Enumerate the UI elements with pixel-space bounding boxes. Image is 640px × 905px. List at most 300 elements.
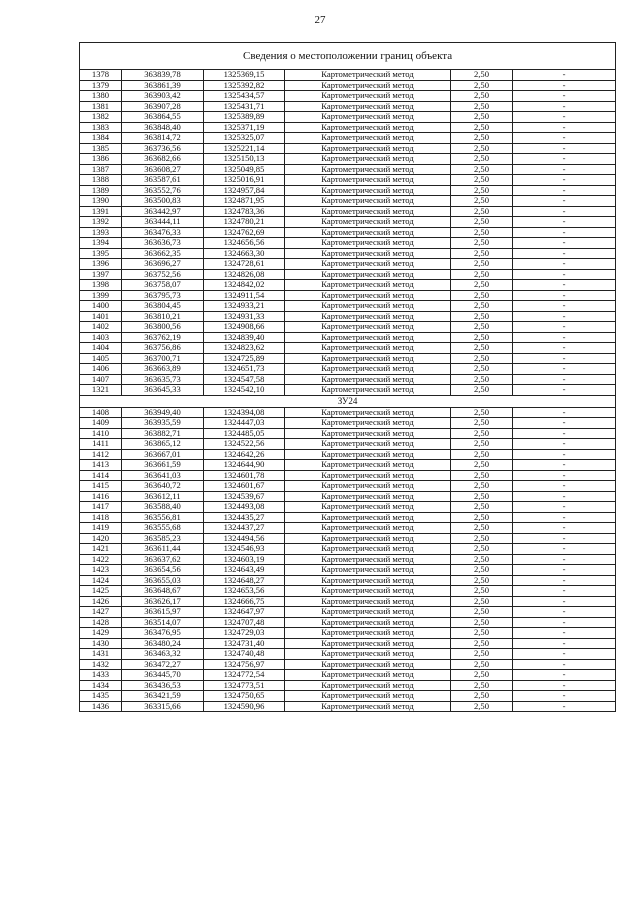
- point-number: 1429: [80, 628, 122, 639]
- table-title: Сведения о местоположении границ объекта: [80, 43, 616, 70]
- coordinate-y: 1324435,27: [204, 512, 285, 523]
- coordinate-x: 363661,59: [122, 460, 204, 471]
- coordinate-x: 363795,73: [122, 290, 204, 301]
- coordinate-y: 1324826,08: [204, 269, 285, 280]
- coordinate-y: 1324728,61: [204, 259, 285, 270]
- description-cell: -: [513, 596, 616, 607]
- description-cell: -: [513, 617, 616, 628]
- accuracy-cell: 2,50: [451, 196, 513, 207]
- accuracy-cell: 2,50: [451, 439, 513, 450]
- table-row: [80, 301, 616, 312]
- coordinate-y: 1324653,56: [204, 586, 285, 597]
- coordinate-x: 363663,89: [122, 364, 204, 375]
- coordinate-y: 1324957,84: [204, 185, 285, 196]
- coordinate-x: 363640,72: [122, 481, 204, 492]
- accuracy-cell: 2,50: [451, 259, 513, 270]
- table-row: [80, 596, 616, 607]
- table-row: [80, 617, 616, 628]
- point-number: 1410: [80, 428, 122, 439]
- coordinate-x: 363864,55: [122, 112, 204, 123]
- method-cell: Картометрический метод: [285, 617, 451, 628]
- coordinate-x: 363662,35: [122, 248, 204, 259]
- coordinate-x: 363861,39: [122, 80, 204, 91]
- point-number: 1378: [80, 70, 122, 81]
- point-number: 1430: [80, 638, 122, 649]
- description-cell: -: [513, 112, 616, 123]
- coordinate-x: 363882,71: [122, 428, 204, 439]
- description-cell: -: [513, 680, 616, 691]
- point-number: 1388: [80, 175, 122, 186]
- coordinate-y: 1324780,21: [204, 217, 285, 228]
- table-row: [80, 374, 616, 385]
- coordinate-y: 1324666,75: [204, 596, 285, 607]
- table-row: [80, 206, 616, 217]
- table-row: [80, 481, 616, 492]
- table-row: [80, 143, 616, 154]
- table-row: [80, 353, 616, 364]
- table-row: [80, 112, 616, 123]
- description-cell: -: [513, 691, 616, 702]
- point-number: 1417: [80, 502, 122, 513]
- accuracy-cell: 2,50: [451, 217, 513, 228]
- table-row: [80, 701, 616, 712]
- coordinate-y: 1324601,67: [204, 481, 285, 492]
- coordinate-x: 363636,73: [122, 238, 204, 249]
- accuracy-cell: 2,50: [451, 70, 513, 81]
- point-number: 1380: [80, 91, 122, 102]
- table-row: [80, 175, 616, 186]
- description-cell: -: [513, 343, 616, 354]
- coordinate-x: 363463,32: [122, 649, 204, 660]
- point-number: 1436: [80, 701, 122, 712]
- method-cell: Картометрический метод: [285, 607, 451, 618]
- table-row: [80, 460, 616, 471]
- description-cell: -: [513, 502, 616, 513]
- method-cell: Картометрический метод: [285, 680, 451, 691]
- point-number: 1409: [80, 418, 122, 429]
- table-row: [80, 332, 616, 343]
- accuracy-cell: 2,50: [451, 554, 513, 565]
- method-cell: Картометрический метод: [285, 439, 451, 450]
- accuracy-cell: 2,50: [451, 248, 513, 259]
- method-cell: Картометрический метод: [285, 691, 451, 702]
- table-row: [80, 628, 616, 639]
- description-cell: -: [513, 523, 616, 534]
- description-cell: -: [513, 512, 616, 523]
- method-cell: Картометрический метод: [285, 122, 451, 133]
- table-row: [80, 280, 616, 291]
- description-cell: -: [513, 418, 616, 429]
- coordinate-x: 363612,11: [122, 491, 204, 502]
- description-cell: -: [513, 670, 616, 681]
- description-cell: -: [513, 649, 616, 660]
- coordinate-y: 1325431,71: [204, 101, 285, 112]
- description-cell: -: [513, 227, 616, 238]
- coordinate-x: 363626,17: [122, 596, 204, 607]
- table-row: [80, 691, 616, 702]
- table-row: [80, 502, 616, 513]
- accuracy-cell: 2,50: [451, 628, 513, 639]
- point-number: 1386: [80, 154, 122, 165]
- coordinate-x: 363654,56: [122, 565, 204, 576]
- accuracy-cell: 2,50: [451, 164, 513, 175]
- description-cell: -: [513, 248, 616, 259]
- method-cell: Картометрический метод: [285, 670, 451, 681]
- coordinate-x: 363865,12: [122, 439, 204, 450]
- coordinate-y: 1324823,62: [204, 343, 285, 354]
- point-number: 1408: [80, 407, 122, 418]
- accuracy-cell: 2,50: [451, 502, 513, 513]
- table-row: [80, 544, 616, 555]
- coordinate-x: 363436,53: [122, 680, 204, 691]
- coordinate-y: 1324437,27: [204, 523, 285, 534]
- description-cell: -: [513, 259, 616, 270]
- accuracy-cell: 2,50: [451, 533, 513, 544]
- table-row: [80, 227, 616, 238]
- accuracy-cell: 2,50: [451, 133, 513, 144]
- description-cell: -: [513, 80, 616, 91]
- point-number: 1321: [80, 385, 122, 396]
- coordinate-x: 363476,95: [122, 628, 204, 639]
- accuracy-cell: 2,50: [451, 154, 513, 165]
- table-row: [80, 364, 616, 375]
- table-row: [80, 512, 616, 523]
- coordinate-x: 363700,71: [122, 353, 204, 364]
- table-row: [80, 586, 616, 597]
- coordinate-x: 363800,56: [122, 322, 204, 333]
- coordinate-y: 1324911,54: [204, 290, 285, 301]
- point-number: 1399: [80, 290, 122, 301]
- point-number: 1427: [80, 607, 122, 618]
- point-number: 1390: [80, 196, 122, 207]
- accuracy-cell: 2,50: [451, 481, 513, 492]
- description-cell: -: [513, 238, 616, 249]
- coordinate-x: 363935,59: [122, 418, 204, 429]
- point-number: 1422: [80, 554, 122, 565]
- coordinate-x: 363608,27: [122, 164, 204, 175]
- coordinate-x: 363810,21: [122, 311, 204, 322]
- accuracy-cell: 2,50: [451, 670, 513, 681]
- point-number: 1394: [80, 238, 122, 249]
- accuracy-cell: 2,50: [451, 491, 513, 502]
- point-number: 1383: [80, 122, 122, 133]
- coordinate-y: 1324933,21: [204, 301, 285, 312]
- table-row: [80, 554, 616, 565]
- table-title-row: [80, 43, 616, 70]
- table-row: [80, 680, 616, 691]
- description-cell: -: [513, 164, 616, 175]
- coordinate-y: 1324931,33: [204, 311, 285, 322]
- description-cell: -: [513, 290, 616, 301]
- method-cell: Картометрический метод: [285, 154, 451, 165]
- coordinate-x: 363444,11: [122, 217, 204, 228]
- coordinate-y: 1324394,08: [204, 407, 285, 418]
- point-number: 1415: [80, 481, 122, 492]
- point-number: 1398: [80, 280, 122, 291]
- point-number: 1396: [80, 259, 122, 270]
- description-cell: -: [513, 659, 616, 670]
- accuracy-cell: 2,50: [451, 460, 513, 471]
- coordinate-y: 1324547,58: [204, 374, 285, 385]
- method-cell: Картометрический метод: [285, 460, 451, 471]
- method-cell: Картометрический метод: [285, 565, 451, 576]
- table-row: [80, 122, 616, 133]
- coordinate-x: 363762,19: [122, 332, 204, 343]
- table-row: [80, 418, 616, 429]
- table-row: [80, 70, 616, 81]
- coordinate-y: 1325371,19: [204, 122, 285, 133]
- coordinate-x: 363552,76: [122, 185, 204, 196]
- method-cell: Картометрический метод: [285, 523, 451, 534]
- description-cell: -: [513, 175, 616, 186]
- point-number: 1387: [80, 164, 122, 175]
- method-cell: Картометрический метод: [285, 575, 451, 586]
- description-cell: -: [513, 311, 616, 322]
- method-cell: Картометрический метод: [285, 491, 451, 502]
- coordinate-y: 1325150,13: [204, 154, 285, 165]
- coordinate-y: 1324647,97: [204, 607, 285, 618]
- accuracy-cell: 2,50: [451, 143, 513, 154]
- method-cell: Картометрический метод: [285, 133, 451, 144]
- coordinate-y: 1324839,40: [204, 332, 285, 343]
- description-cell: -: [513, 185, 616, 196]
- description-cell: -: [513, 374, 616, 385]
- description-cell: -: [513, 70, 616, 81]
- method-cell: Картометрический метод: [285, 586, 451, 597]
- point-number: 1381: [80, 101, 122, 112]
- accuracy-cell: 2,50: [451, 332, 513, 343]
- coordinate-x: 363645,33: [122, 385, 204, 396]
- accuracy-cell: 2,50: [451, 364, 513, 375]
- accuracy-cell: 2,50: [451, 470, 513, 481]
- method-cell: Картометрический метод: [285, 217, 451, 228]
- table-row: [80, 343, 616, 354]
- accuracy-cell: 2,50: [451, 428, 513, 439]
- method-cell: Картометрический метод: [285, 143, 451, 154]
- table-row: [80, 154, 616, 165]
- point-number: 1434: [80, 680, 122, 691]
- description-cell: -: [513, 91, 616, 102]
- coordinate-y: 1324842,02: [204, 280, 285, 291]
- point-number: 1433: [80, 670, 122, 681]
- point-number: 1416: [80, 491, 122, 502]
- method-cell: Картометрический метод: [285, 301, 451, 312]
- method-cell: Картометрический метод: [285, 449, 451, 460]
- accuracy-cell: 2,50: [451, 607, 513, 618]
- accuracy-cell: 2,50: [451, 269, 513, 280]
- accuracy-cell: 2,50: [451, 311, 513, 322]
- point-number: 1432: [80, 659, 122, 670]
- coordinate-x: 363667,01: [122, 449, 204, 460]
- description-cell: -: [513, 533, 616, 544]
- description-cell: -: [513, 217, 616, 228]
- accuracy-cell: 2,50: [451, 575, 513, 586]
- table-row: [80, 133, 616, 144]
- point-number: 1428: [80, 617, 122, 628]
- method-cell: Картометрический метод: [285, 343, 451, 354]
- point-number: 1405: [80, 353, 122, 364]
- table-row: [80, 269, 616, 280]
- accuracy-cell: 2,50: [451, 407, 513, 418]
- coordinate-x: 363476,33: [122, 227, 204, 238]
- description-cell: -: [513, 101, 616, 112]
- coordinate-y: 1324494,56: [204, 533, 285, 544]
- method-cell: Картометрический метод: [285, 385, 451, 396]
- coordinate-y: 1324542,10: [204, 385, 285, 396]
- accuracy-cell: 2,50: [451, 544, 513, 555]
- coordinate-y: 1324643,49: [204, 565, 285, 576]
- description-cell: -: [513, 586, 616, 597]
- coordinate-x: 363848,40: [122, 122, 204, 133]
- section-row: [80, 395, 616, 407]
- accuracy-cell: 2,50: [451, 343, 513, 354]
- description-cell: -: [513, 701, 616, 712]
- coordinate-x: 363588,40: [122, 502, 204, 513]
- point-number: 1382: [80, 112, 122, 123]
- point-number: 1421: [80, 544, 122, 555]
- table-row: [80, 311, 616, 322]
- method-cell: Картометрический метод: [285, 290, 451, 301]
- page-number: 27: [314, 14, 326, 26]
- method-cell: Картометрический метод: [285, 206, 451, 217]
- description-cell: -: [513, 628, 616, 639]
- table-row: [80, 470, 616, 481]
- method-cell: Картометрический метод: [285, 512, 451, 523]
- table-row: [80, 533, 616, 544]
- method-cell: Картометрический метод: [285, 533, 451, 544]
- description-cell: -: [513, 122, 616, 133]
- coordinate-y: 1325221,14: [204, 143, 285, 154]
- method-cell: Картометрический метод: [285, 502, 451, 513]
- coordinate-x: 363445,70: [122, 670, 204, 681]
- point-number: 1379: [80, 80, 122, 91]
- description-cell: -: [513, 322, 616, 333]
- coordinate-y: 1324772,54: [204, 670, 285, 681]
- coordinate-y: 1324773,51: [204, 680, 285, 691]
- method-cell: Картометрический метод: [285, 91, 451, 102]
- coordinate-y: 1325016,91: [204, 175, 285, 186]
- method-cell: Картометрический метод: [285, 248, 451, 259]
- table-row: [80, 523, 616, 534]
- point-number: 1431: [80, 649, 122, 660]
- accuracy-cell: 2,50: [451, 206, 513, 217]
- table-row: [80, 565, 616, 576]
- accuracy-cell: 2,50: [451, 91, 513, 102]
- method-cell: Картометрический метод: [285, 80, 451, 91]
- description-cell: -: [513, 638, 616, 649]
- table-row: [80, 649, 616, 660]
- coordinate-x: 363641,03: [122, 470, 204, 481]
- description-cell: -: [513, 470, 616, 481]
- method-cell: Картометрический метод: [285, 470, 451, 481]
- coordinate-y: 1324590,96: [204, 701, 285, 712]
- method-cell: Картометрический метод: [285, 238, 451, 249]
- method-cell: Картометрический метод: [285, 628, 451, 639]
- point-number: 1389: [80, 185, 122, 196]
- accuracy-cell: 2,50: [451, 680, 513, 691]
- point-number: 1385: [80, 143, 122, 154]
- accuracy-cell: 2,50: [451, 122, 513, 133]
- accuracy-cell: 2,50: [451, 301, 513, 312]
- coordinate-x: 363682,66: [122, 154, 204, 165]
- description-cell: -: [513, 607, 616, 618]
- coordinate-x: 363814,72: [122, 133, 204, 144]
- method-cell: Картометрический метод: [285, 374, 451, 385]
- accuracy-cell: 2,50: [451, 185, 513, 196]
- point-number: 1412: [80, 449, 122, 460]
- method-cell: Картометрический метод: [285, 185, 451, 196]
- method-cell: Картометрический метод: [285, 280, 451, 291]
- description-cell: -: [513, 332, 616, 343]
- description-cell: -: [513, 206, 616, 217]
- coordinate-y: 1325369,15: [204, 70, 285, 81]
- table-row: [80, 248, 616, 259]
- table-row: [80, 607, 616, 618]
- table-row: [80, 659, 616, 670]
- table-row: [80, 196, 616, 207]
- method-cell: Картометрический метод: [285, 638, 451, 649]
- point-number: 1397: [80, 269, 122, 280]
- accuracy-cell: 2,50: [451, 418, 513, 429]
- coordinate-x: 363907,28: [122, 101, 204, 112]
- method-cell: Картометрический метод: [285, 311, 451, 322]
- point-number: 1435: [80, 691, 122, 702]
- point-number: 1418: [80, 512, 122, 523]
- accuracy-cell: 2,50: [451, 238, 513, 249]
- description-cell: -: [513, 385, 616, 396]
- method-cell: Картометрический метод: [285, 70, 451, 81]
- description-cell: -: [513, 196, 616, 207]
- table-row: [80, 575, 616, 586]
- accuracy-cell: 2,50: [451, 449, 513, 460]
- coordinate-y: 1324783,36: [204, 206, 285, 217]
- point-number: 1411: [80, 439, 122, 450]
- method-cell: Картометрический метод: [285, 481, 451, 492]
- accuracy-cell: 2,50: [451, 322, 513, 333]
- coordinate-x: 363611,44: [122, 544, 204, 555]
- coordinate-x: 363556,81: [122, 512, 204, 523]
- description-cell: -: [513, 269, 616, 280]
- description-cell: -: [513, 544, 616, 555]
- method-cell: Картометрический метод: [285, 701, 451, 712]
- description-cell: -: [513, 154, 616, 165]
- table-row: [80, 385, 616, 396]
- table-row: [80, 164, 616, 175]
- point-number: 1413: [80, 460, 122, 471]
- coordinate-y: 1324539,67: [204, 491, 285, 502]
- point-number: 1419: [80, 523, 122, 534]
- coordinate-y: 1324707,48: [204, 617, 285, 628]
- point-number: 1402: [80, 322, 122, 333]
- coordinate-y: 1324546,93: [204, 544, 285, 555]
- coordinate-x: 363500,83: [122, 196, 204, 207]
- coordinate-y: 1325049,85: [204, 164, 285, 175]
- coordinate-y: 1324762,69: [204, 227, 285, 238]
- coordinate-y: 1324725,89: [204, 353, 285, 364]
- coordinate-y: 1324731,40: [204, 638, 285, 649]
- method-cell: Картометрический метод: [285, 322, 451, 333]
- point-number: 1392: [80, 217, 122, 228]
- description-cell: -: [513, 439, 616, 450]
- description-cell: -: [513, 554, 616, 565]
- method-cell: Картометрический метод: [285, 101, 451, 112]
- method-cell: Картометрический метод: [285, 418, 451, 429]
- coordinate-x: 363804,45: [122, 301, 204, 312]
- coordinate-y: 1324603,19: [204, 554, 285, 565]
- coordinate-x: 363442,97: [122, 206, 204, 217]
- coordinate-y: 1324908,66: [204, 322, 285, 333]
- accuracy-cell: 2,50: [451, 565, 513, 576]
